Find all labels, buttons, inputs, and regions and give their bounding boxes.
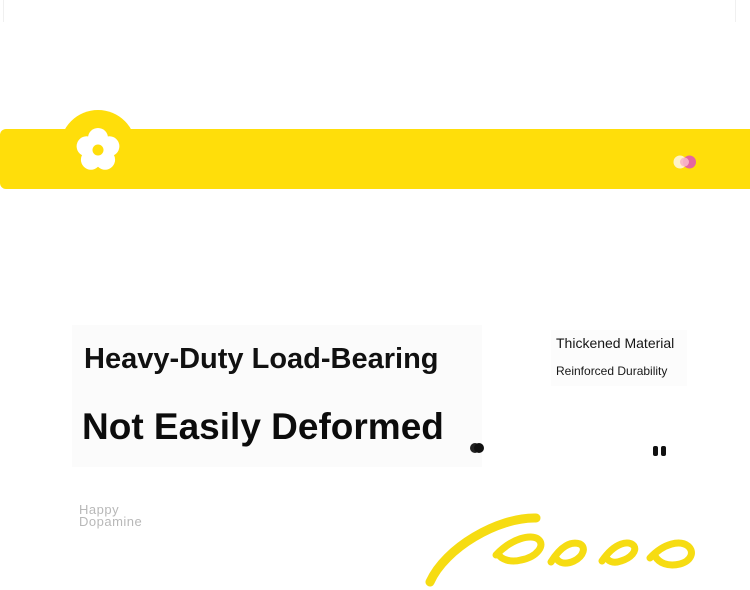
pause-mark bbox=[651, 445, 669, 457]
feature-sidebar-title: Thickened Material bbox=[556, 335, 675, 351]
feature-heading-primary: Heavy-Duty Load-Bearing bbox=[84, 343, 439, 375]
feature-heading-secondary: Not Easily Deformed bbox=[82, 406, 444, 447]
script-word-art bbox=[420, 500, 720, 590]
dots-icon bbox=[672, 154, 698, 170]
feature-sidebar-subtitle: Reinforced Durability bbox=[556, 364, 668, 378]
dark-dot-mark bbox=[469, 441, 487, 455]
flower-icon bbox=[72, 124, 124, 176]
brand-text: Happy Dopamine bbox=[79, 502, 143, 529]
top-strip bbox=[3, 0, 736, 22]
